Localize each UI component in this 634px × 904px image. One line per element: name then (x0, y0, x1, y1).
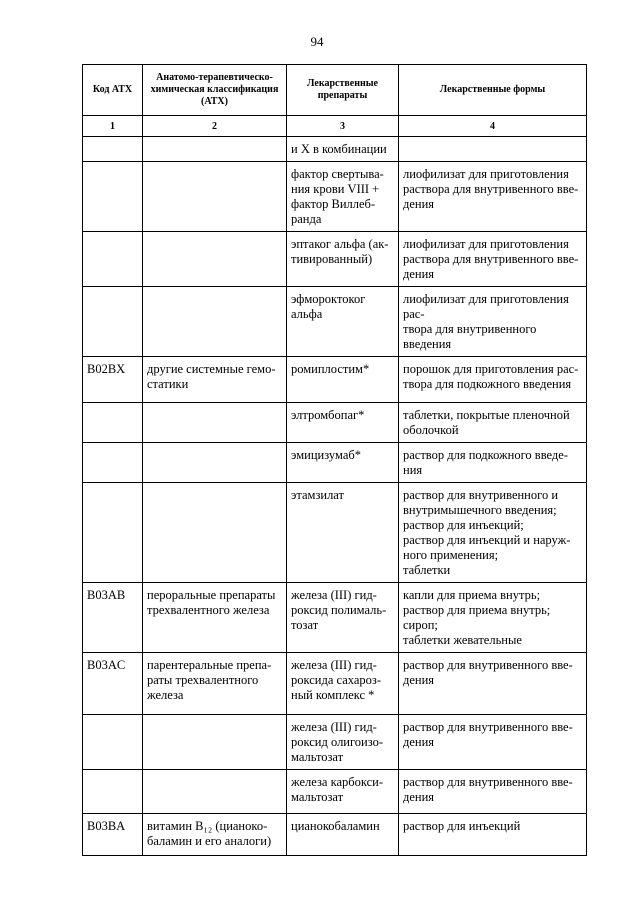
table-row (83, 357, 587, 403)
drug-name-cell (287, 583, 399, 653)
table-row (83, 814, 587, 856)
atx-code-cell (83, 403, 143, 443)
drug-name-cell (287, 814, 399, 856)
drug-name-cell (287, 232, 399, 287)
column-number: 3 (287, 116, 399, 137)
dosage-forms-cell (399, 715, 587, 770)
table-row (83, 137, 587, 162)
atx-code-cell-text: B03AC (87, 658, 126, 672)
table-row (83, 653, 587, 715)
dosage-forms-cell (399, 814, 587, 856)
drug-name-cell-text: фактор свертыва- ния крови VIII + фактор Виллеб- ранда (291, 167, 384, 226)
dosage-forms-cell-text: раствор для инъекций (403, 819, 521, 833)
atx-class-cell (143, 483, 287, 583)
drug-name-cell (287, 483, 399, 583)
dosage-forms-cell-text: лиофилизат для приготовления рас- твора для внутривенного введения (403, 292, 569, 351)
atx-class-cell (143, 443, 287, 483)
drug-name-cell-text: цианокобаламин (291, 819, 380, 833)
dosage-forms-cell (399, 357, 587, 403)
atx-code-cell (83, 715, 143, 770)
atx-code-cell (83, 232, 143, 287)
atx-class-cell (143, 287, 287, 357)
drug-name-cell (287, 162, 399, 232)
dosage-forms-cell (399, 403, 587, 443)
atx-class-cell (143, 770, 287, 814)
dosage-forms-cell (399, 443, 587, 483)
drug-name-cell (287, 287, 399, 357)
drug-name-cell (287, 403, 399, 443)
drug-name-cell-text: эмицизумаб* (291, 448, 361, 462)
atx-class-cell (143, 403, 287, 443)
dosage-forms-cell-text: раствор для внутривенного и внутримышечного введения; раствор для инъекций; раствор для инъекций и наруж- ного применения; таблетки (403, 488, 571, 577)
table-row (83, 715, 587, 770)
table-row (83, 162, 587, 232)
atx-class-cell (143, 232, 287, 287)
dosage-forms-cell (399, 583, 587, 653)
atx-class-cell (143, 715, 287, 770)
atx-code-cell (83, 483, 143, 583)
dosage-forms-cell (399, 162, 587, 232)
atx-class-cell (143, 583, 287, 653)
dosage-forms-cell-text: раствор для подкожного введе- ния (403, 448, 568, 477)
page-number: 94 (310, 34, 324, 49)
dosage-forms-cell-text: раствор для внутривенного вве- дения (403, 775, 573, 804)
atx-table (82, 64, 587, 856)
atx-code-cell-text: B03AB (87, 588, 126, 602)
atx-code-cell (83, 814, 143, 856)
atx-code-cell (83, 583, 143, 653)
drug-name-cell-text: ромиплостим* (291, 362, 370, 376)
atx-code-cell-text: B02BX (87, 362, 126, 376)
atx-code-cell (83, 287, 143, 357)
atx-class-cell (143, 137, 287, 162)
atx-code-cell (83, 137, 143, 162)
atx-code-cell (83, 443, 143, 483)
drug-name-cell-text: этамзилат (291, 488, 344, 502)
table-row (83, 583, 587, 653)
dosage-forms-cell-text: лиофилизат для приготовления раствора для внутривенного вве- дения (403, 237, 579, 281)
drug-name-cell-text: железа (III) гид- роксид олигоизо- мальтозат (291, 720, 384, 764)
table-row (83, 232, 587, 287)
drug-name-cell-text: эфмороктоког альфа (291, 292, 366, 321)
dosage-forms-cell-text: раствор для внутривенного вве- дения (403, 720, 573, 749)
drug-name-cell-text: и X в комбинации (291, 142, 387, 156)
drug-name-cell-text: эптаког альфа (ак- тивированный) (291, 237, 389, 266)
drug-name-cell (287, 357, 399, 403)
drug-name-cell-text: железа карбокси- мальтозат (291, 775, 384, 804)
dosage-forms-cell-text: таблетки, покрытые пленочной оболочкой (403, 408, 570, 437)
header-forms: Лекарственные формы (399, 65, 587, 116)
atx-class-cell (143, 162, 287, 232)
atx-code-cell (83, 162, 143, 232)
drug-name-cell (287, 770, 399, 814)
dosage-forms-cell (399, 483, 587, 583)
column-number: 1 (83, 116, 143, 137)
dosage-forms-cell-text: порошок для приготовления рас- твора для подкожного введения (403, 362, 579, 391)
atx-code-cell (83, 770, 143, 814)
table-row (83, 483, 587, 583)
dosage-forms-cell-text: раствор для внутривенного вве- дения (403, 658, 573, 687)
atx-code-cell (83, 653, 143, 715)
table-row (83, 403, 587, 443)
drug-name-cell-text: элтромбопаг* (291, 408, 365, 422)
column-number: 2 (143, 116, 287, 137)
dosage-forms-cell (399, 287, 587, 357)
dosage-forms-cell (399, 137, 587, 162)
atx-class-cell-text: витамин B₁₂ (цианоко- баламин и его аналоги) (147, 819, 272, 848)
drug-name-cell-text: железа (III) гид- роксида сахароз- ный комплекс * (291, 658, 382, 702)
dosage-forms-cell (399, 653, 587, 715)
dosage-forms-cell (399, 232, 587, 287)
atx-code-cell (83, 357, 143, 403)
drug-name-cell (287, 443, 399, 483)
column-number: 4 (399, 116, 587, 137)
atx-class-cell-text: другие системные гемо- статики (147, 362, 276, 391)
table-row (83, 287, 587, 357)
atx-class-cell (143, 653, 287, 715)
column-number-row (83, 116, 587, 137)
dosage-forms-cell-text: лиофилизат для приготовления раствора для внутривенного вве- дения (403, 167, 579, 211)
atx-class-cell-text: пероральные препараты трехвалентного железа (147, 588, 276, 617)
header-row (83, 65, 587, 116)
drug-name-cell (287, 653, 399, 715)
drug-name-cell-text: железа (III) гид- роксид полималь- тозат (291, 588, 387, 632)
drug-name-cell (287, 715, 399, 770)
table-row (83, 770, 587, 814)
dosage-forms-cell (399, 770, 587, 814)
header-code: Код АТХ (83, 65, 143, 116)
header-drugs: Лекарственные препараты (287, 65, 399, 116)
atx-class-cell (143, 357, 287, 403)
table-row (83, 443, 587, 483)
drug-name-cell (287, 137, 399, 162)
atx-class-cell-text: парентеральные препа- раты трехвалентного железа (147, 658, 272, 702)
atx-class-cell (143, 814, 287, 856)
dosage-forms-cell-text: капли для приема внутрь; раствор для приема внутрь; сироп; таблетки жевательные (403, 588, 551, 647)
header-classification: Анатомо-терапевтическо-химическая классификация (АТХ) (143, 65, 287, 116)
atx-code-cell-text: B03BA (87, 819, 126, 833)
